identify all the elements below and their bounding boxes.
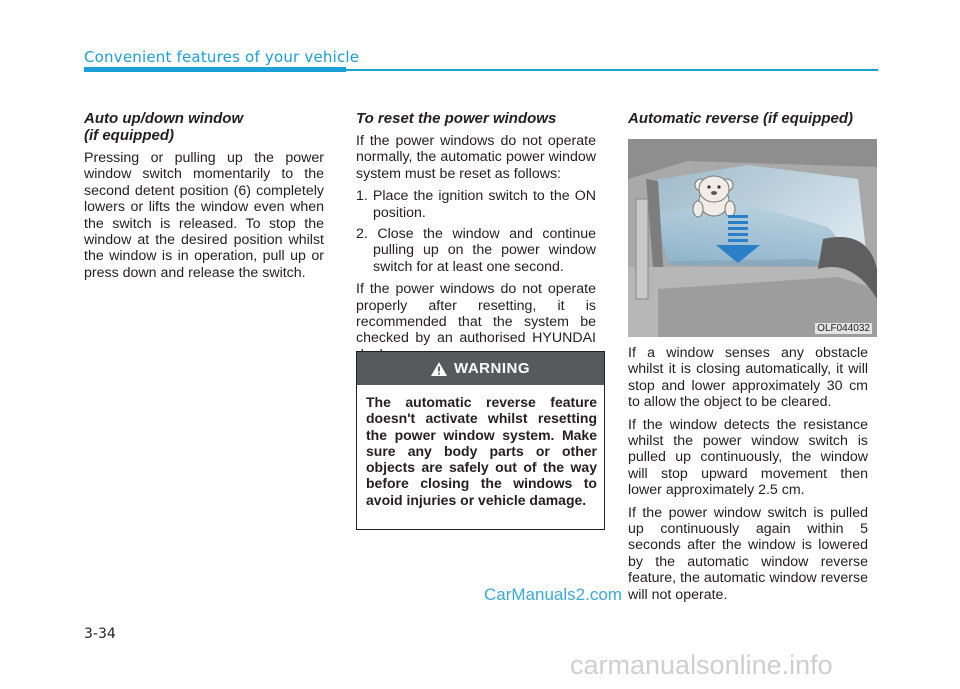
auto-updown-heading	[84, 110, 324, 144]
warning-body: The automatic reverse feature doesn't activate whilst resetting the power window system. Make sure any body parts or other objects are safely out of the way before closing the windows to avoid injuries or vehicle damage.	[366, 394, 597, 508]
page-number: 3-34	[84, 626, 116, 642]
warning-box	[356, 351, 605, 530]
window-illustration	[628, 139, 877, 337]
header-rule-accent	[84, 67, 346, 72]
reset-steps	[356, 188, 596, 275]
auto-updown-paragraph: Pressing or pulling up the power window switch momentarily to the second detent position (6) completely lowers or lifts the window even when the switch is released. To stop the window at the desired position whilst the window is in operation, pull up or press down and release the switch.	[84, 150, 324, 281]
auto-reverse-paragraph: If a window senses any obstacle whilst it is closing automatically, it will stop and lower approximately 30 cm to allow the object to be cleared.	[628, 345, 868, 411]
site-watermark: carmanualsonline.info	[570, 650, 833, 680]
reset-after: If the power windows do not operate properly after resetting, it is recommended that the system be checked by an authorised HYUNDAI	[356, 281, 596, 347]
auto-reverse-paragraph: If the window detects the resistance whilst the power window switch is pulled up continuously, the window will stop upward movement then lower approximately 2.5 cm.	[628, 416, 868, 499]
reset-heading: To reset the power windows	[356, 110, 557, 127]
column-auto-reverse	[628, 110, 868, 133]
watermark-link[interactable]: CarManuals2.com	[484, 585, 622, 604]
reset-intro: If the power windows do not operate normally, the automatic power window system must be reset as follows:	[356, 133, 596, 182]
warning-header	[357, 352, 604, 385]
car-window-figure	[628, 139, 877, 337]
seatbelt-strap	[636, 199, 648, 299]
section-title: Convenient features of your vehicle	[84, 48, 360, 66]
header-rule	[346, 69, 878, 71]
teddy-bear	[693, 176, 735, 217]
reset-step: 1. Place the ignition switch to the ON position.	[356, 188, 596, 221]
auto-updown-heading-line1: Auto up/down window	[84, 110, 244, 127]
auto-reverse-heading: Automatic reverse (if equipped)	[628, 110, 854, 127]
column-reset	[356, 110, 596, 369]
column-auto-up-down	[84, 110, 324, 287]
warning-triangle-icon	[431, 362, 447, 376]
figure-code: OLF044032	[817, 323, 870, 334]
auto-reverse-paragraph: If the power window switch is pulled up continuously again within 5 seconds after the window is lowered by the automatic window reverse feature, the automatic window reverse will not operate.	[628, 504, 868, 603]
reset-step: 2. Close the window and continue pulling up on the power window switch for at least one second.	[356, 226, 596, 275]
auto-updown-heading-line2: (if equipped)	[84, 127, 174, 144]
warning-title: WARNING	[454, 360, 530, 377]
auto-reverse-text	[628, 345, 868, 609]
